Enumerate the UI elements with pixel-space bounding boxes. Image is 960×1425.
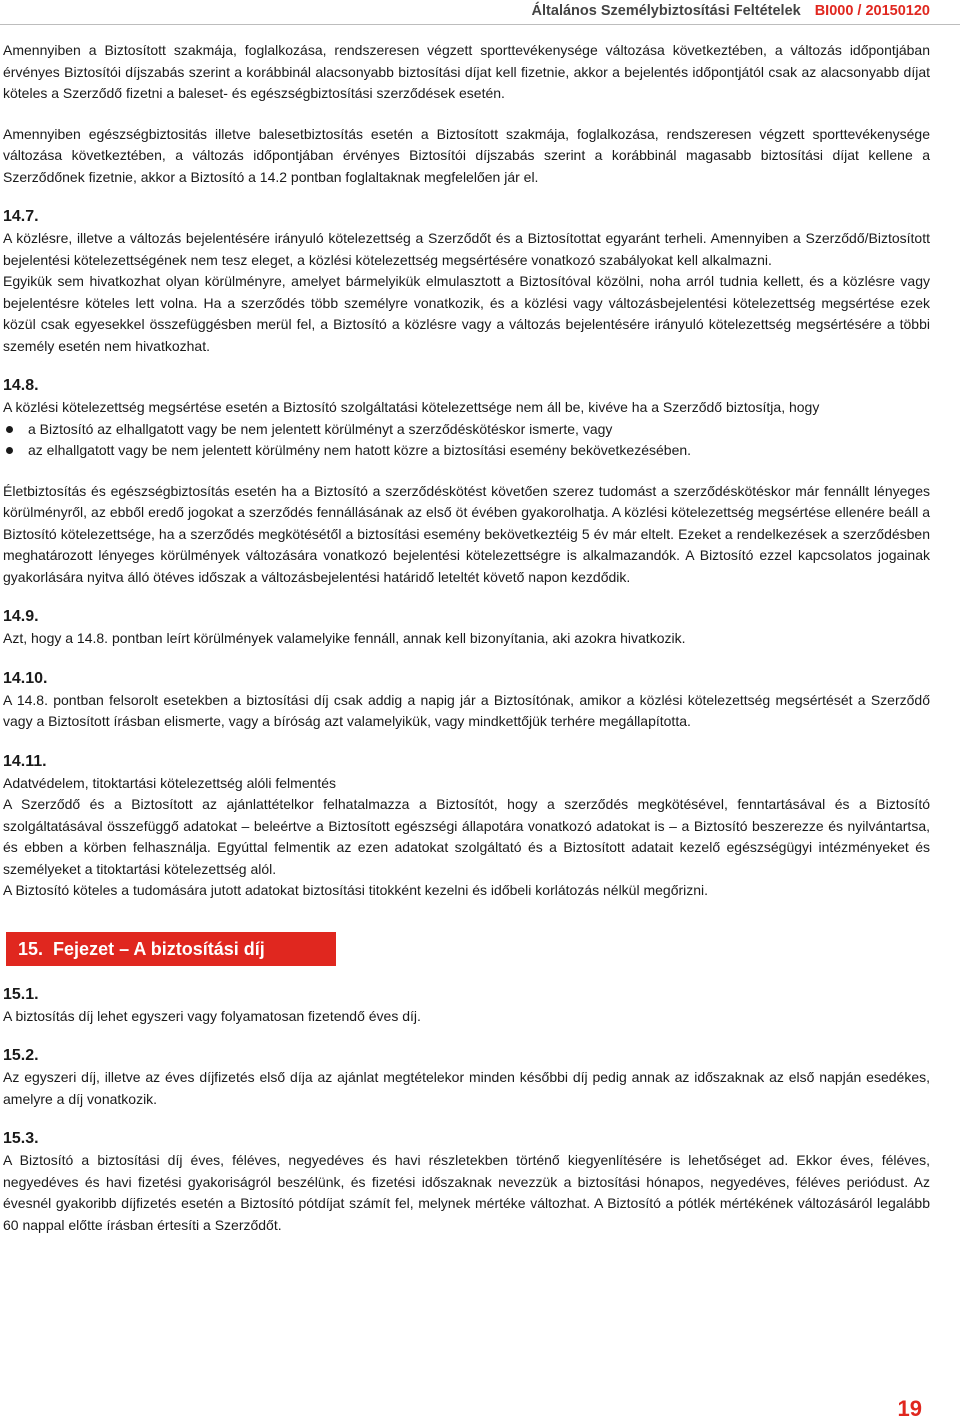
section-heading-15-3: 15.3. — [3, 1130, 39, 1147]
bullet-item: a Biztosító az elhallgatott vagy be nem jelentett körülményt a szerződéskötéskor ismerte, vagy — [3, 419, 930, 441]
section-14-7-paragraph-1: A közlésre, illetve a változás bejelentésére irányuló kötelezettség a Szerződőt és a Biztosítottat egyaránt terheli. Amennyiben a Szerződő/Biztosított bejelentési kötelezettségének nem tesz eleget, a közlési kötelezettség megsértésére vonatkozó szabályokat kell alkalmazni. — [3, 230, 930, 268]
header-code: BI000 / 20150120 — [814, 3, 930, 19]
section-heading-15-1: 15.1. — [3, 985, 39, 1003]
paragraph-lower-premium: Amennyiben a Biztosított szakmája, foglalkozása, rendszeresen végzett sporttevékenysége változása következtében, a változás időpontjában érvényes Biztosítói díjszabás szerint a korábbinál alacsonyabb biztosítási díjat kell fizetnie, akkor a bejelentés időpontjától csak az alacsonyabb díjat köteles a Szerződő fizetni a baleset- és egészségbiztosítási szerződések esetén. — [3, 42, 930, 101]
section-heading-14-7: 14.7. — [3, 208, 39, 225]
chapter-15-banner — [6, 932, 336, 966]
section-heading-14-9: 14.9. — [3, 608, 39, 625]
section-15-3-text: A Biztosító a biztosítási díj éves, féléves, negyedéves és havi részletekben történő kiegyenlítésére is lehetőséget ad. Ekkor éves, féléves, negyedéves és havi fizetési gyakoriságról beszélünk, és fizetési időszaknak nevezzük a biztosítási hónapos, negyedéves, féléves periódust. Az évesnél gyakoribb díjfizetés esetén a Biztosító pótdíjat számít fel, melynek mértéke változhat. A Biztosító a pótlék mértékének változásáról legalább 60 nappal előtte írásban értesíti a Szerződőt. — [3, 1152, 930, 1233]
document-body — [3, 40, 930, 1236]
section-heading-14-10: 14.10. — [3, 669, 48, 687]
section-14-9-text: Azt, hogy a 14.8. pontban leírt körülmények valamelyike fennáll, annak kell bizonyítania, aki azokra hivatkozik. — [3, 630, 686, 646]
header-title: Általános Személybiztosítási Feltételek — [531, 3, 801, 19]
section-14-8-intro: A közlési kötelezettség megsértése esetén a Biztosító szolgáltatási kötelezettsége nem áll be, kivéve ha a Szerződő biztosítja, hogy — [3, 399, 820, 415]
section-14-10-text: A 14.8. pontban felsorolt esetekben a biztosítási díj csak addig a napig jár a Biztosítónak, amikor a közlési kötelezettség megsértését a Szerződő vagy a Biztosított írásban elismerte, vagy a bíróság azt valamelyikük, vagy mindkettőjük terhére megállapította. — [3, 691, 930, 729]
section-14-11-subtitle: Adatvédelem, titoktartási kötelezettség alóli felmentés — [3, 774, 337, 791]
section-14-8-paragraph-2: Életbiztosítás és egészségbiztosítás esetén ha a Biztosító a szerződéskötést követően szerez tudomást a szerződéskötéskor már fennállt lényeges körülményről, az ebből eredő jogokat a szerződés fennállásának az első öt évében gyakorolhatja. A közlési kötelezettség megsértése ellenére beáll a Biztosító kötelezettsége, ha a szerződés megkötésétől a biztosítási esemény bekövetkeztéig 5 év már eltelt. Ezeket a rendelkezések a szerződésben meghatározott lényeges körülmények változására vonatkozó bejelentési kötelezettségre is alkalmazandók. A Biztosító ezzel kapcsolatos jogainak gyakorlására nyitva álló ötéves időszak a változásbejelentési határidő leteltét követő napon kezdődik. — [3, 482, 930, 585]
section-14-11-paragraph-2: A Biztosító köteles a tudomására jutott adatokat biztosítási titokként kezelni és időbeli korlátozás nélkül megőrizni. — [3, 882, 709, 898]
chapter-number: 15. — [18, 938, 44, 959]
header-divider — [0, 24, 960, 25]
chapter-title: Fejezet – A biztosítási díj — [53, 938, 265, 959]
bullet-item: az elhallgatott vagy be nem jelentett körülmény nem hatott közre a biztosítási esemény bekövetkezésében. — [3, 440, 930, 462]
section-14-7-paragraph-2: Egyikük sem hivatkozhat olyan körülményre, amelyet bármelyikük elmulasztott a Biztosítóval közölni, noha arról tudnia kellett, és a közlésre vagy bejelentésre köteles lett volna. Ha a szerződés több személyre vonatkozik, és a közlési vagy változásbejelentési kötelezettség megsértése ezek közül csak egyesekkel összefüggésben merül fel, a Biztosító a közlésre vagy a változás bejelentésére irányuló kötelezettség megsértésére a többi személy esetén nem hivatkozhat. — [3, 273, 930, 354]
page-header — [0, 0, 960, 30]
page-number: 19 — [897, 1396, 922, 1421]
section-15-2-text: Az egyszeri díj, illetve az éves díjfizetés első díja az ajánlat megtételekor minden későbbi díj pedig annak az időszaknak az első napján esedékes, amelyre a díj vonatkozik. — [3, 1069, 930, 1107]
section-15-1-text: A biztosítás díj lehet egyszeri vagy folyamatosan fizetendő éves díj. — [3, 1007, 421, 1024]
section-heading-14-11: 14.11. — [3, 752, 47, 770]
header-text — [532, 3, 930, 19]
section-heading-14-8: 14.8. — [3, 377, 39, 394]
paragraph-higher-premium: Amennyiben egészségbiztositás illetve balesetbiztosítás esetén a Biztosított szakmája, foglalkozása, rendszeresen végzett sporttevékenysége változása következtében, a változás időpontjában érvényes Biztosítói díjszabás szerint a korábbinál magasabb biztosítási díjat kellene a Szerződőnek fizetnie, akkor a Biztosító a 14.2 pontban foglaltaknak megfelelően jár el. — [3, 125, 930, 185]
section-14-8-bullet-list — [3, 419, 930, 462]
section-heading-15-2: 15.2. — [3, 1047, 39, 1064]
section-14-11-paragraph-1: A Szerződő és a Biztosított az ajánlattételkor felhatalmazza a Biztosítót, hogy a szerződés megkötésével, fenntartásával és a Biztosító szolgáltatásával összefüggő adatokat – beleértve a Biztosított egészségi állapotára vonatkozó adatokat is – a Biztosító beszerezze és nyilvántartsa, és ebben a körben felhasználja. Egyúttal felmentik az ezen adatokat szolgáltató és a Biztosított adatait kezelő egészségügyi intézményeket és személyeket a titoktartási kötelezettség alól. — [3, 796, 930, 877]
